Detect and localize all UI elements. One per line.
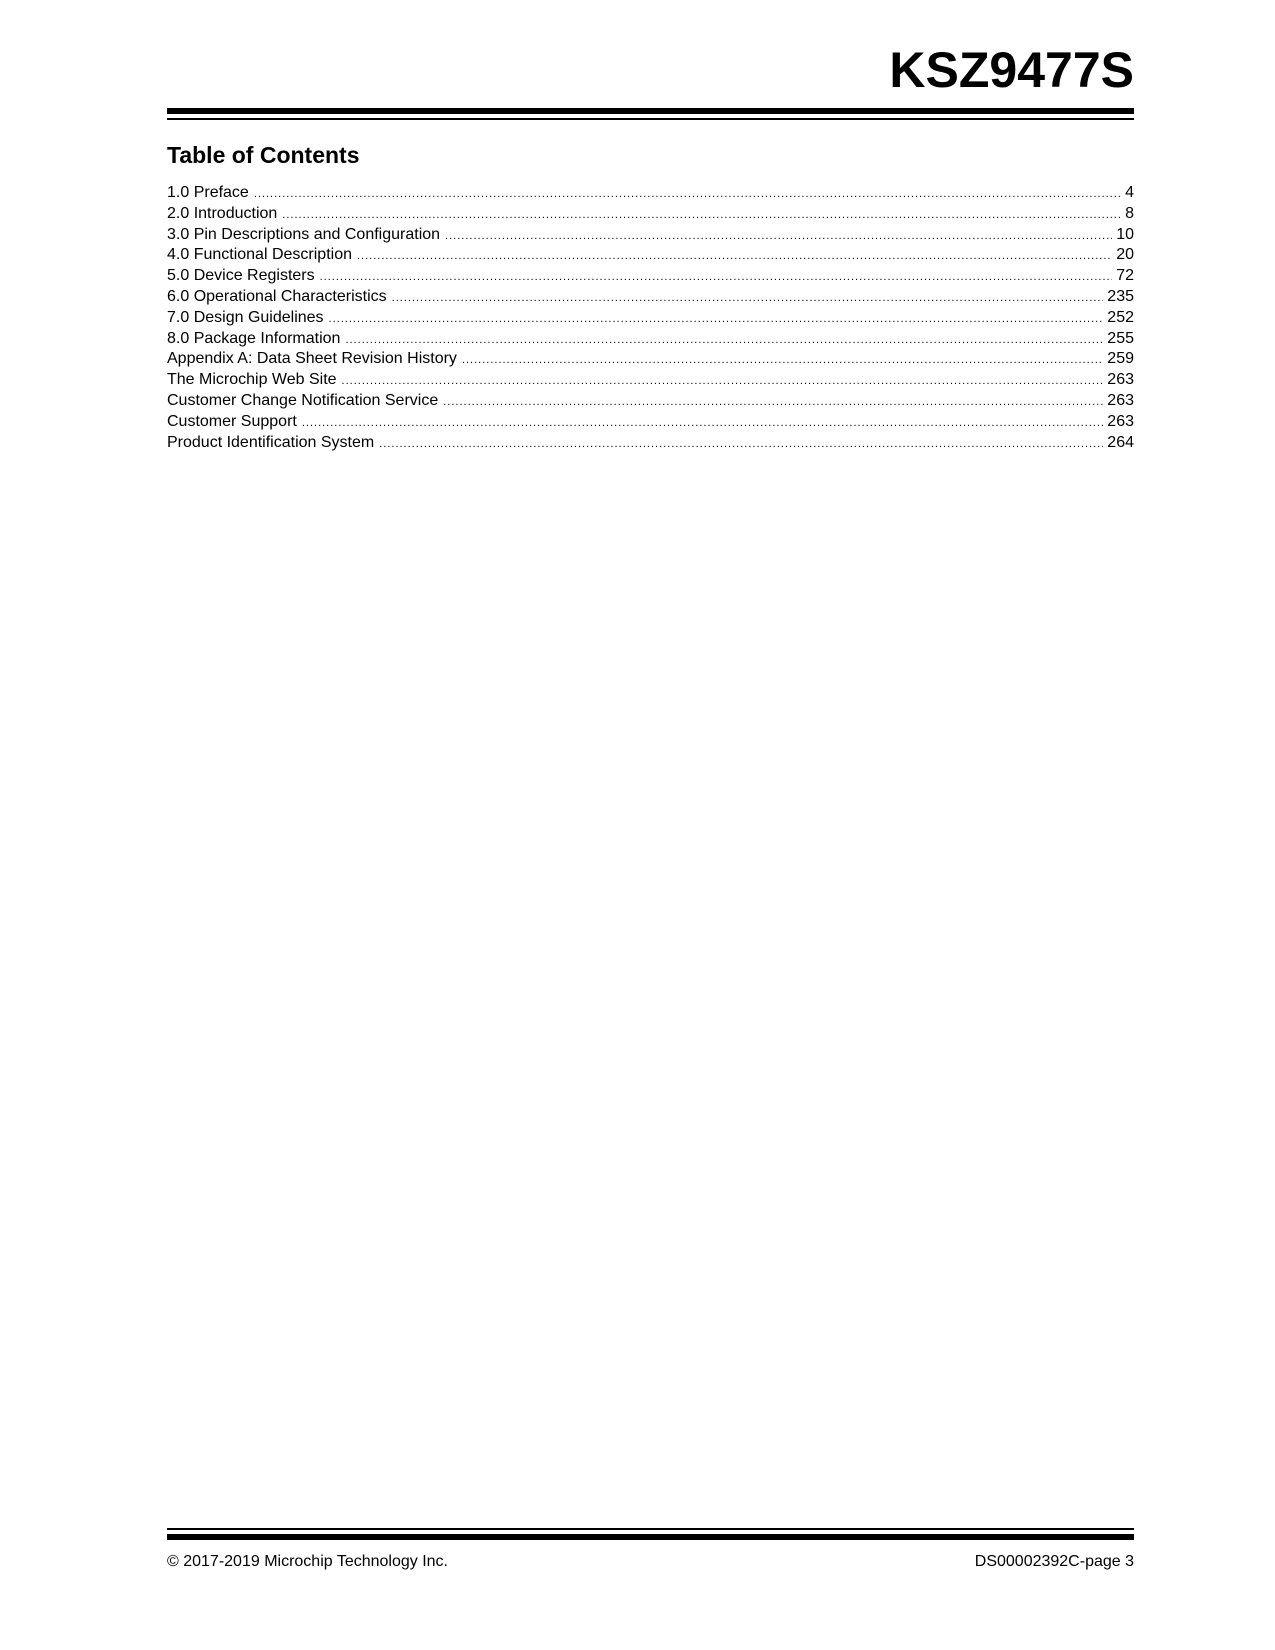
toc-dot-leader bbox=[254, 184, 1121, 204]
toc-entry-page: 72 bbox=[1116, 267, 1134, 285]
footer-rule-thick bbox=[167, 1534, 1134, 1540]
toc-entry-page: 20 bbox=[1116, 246, 1134, 264]
toc-dot-leader bbox=[392, 288, 1104, 308]
toc-entry-page: 263 bbox=[1107, 391, 1134, 409]
footer-copyright: © 2017-2019 Microchip Technology Inc. bbox=[167, 1553, 448, 1570]
toc-entry-label: Customer Change Notification Service bbox=[167, 391, 439, 409]
toc-dot-leader bbox=[342, 371, 1104, 391]
toc-entry[interactable] bbox=[167, 266, 1134, 287]
toc-entry-label: 5.0 Device Registers bbox=[167, 267, 315, 285]
toc-entry-page: 263 bbox=[1107, 412, 1134, 430]
toc-entry-page: 255 bbox=[1107, 329, 1134, 347]
toc-dot-leader bbox=[302, 413, 1103, 433]
toc-entry-page: 235 bbox=[1107, 287, 1134, 305]
toc-dot-leader bbox=[357, 246, 1112, 266]
toc-dot-leader bbox=[282, 205, 1121, 225]
toc-entry-label: 4.0 Functional Description bbox=[167, 246, 352, 264]
header-rule-thick bbox=[167, 108, 1134, 114]
document-part-number: KSZ9477S bbox=[889, 42, 1134, 98]
toc-entry[interactable] bbox=[167, 433, 1134, 454]
toc-entry-page: 263 bbox=[1107, 371, 1134, 389]
toc-entry-label: 1.0 Preface bbox=[167, 184, 249, 201]
toc-entry-page: 4 bbox=[1125, 184, 1134, 201]
toc-dot-leader bbox=[379, 434, 1103, 454]
toc-entry-label: Product Identification System bbox=[167, 433, 375, 451]
toc-dot-leader bbox=[462, 350, 1103, 370]
toc-dot-leader bbox=[345, 330, 1103, 350]
toc-entry[interactable] bbox=[167, 391, 1134, 412]
toc-entry-page: 8 bbox=[1125, 204, 1134, 222]
toc-entry-label: 3.0 Pin Descriptions and Configuration bbox=[167, 225, 441, 243]
toc-dot-leader bbox=[320, 267, 1113, 287]
toc-entry-page: 10 bbox=[1116, 225, 1134, 243]
toc-entry[interactable] bbox=[167, 370, 1134, 391]
toc-entry-label: Appendix A: Data Sheet Revision History bbox=[167, 350, 457, 368]
toc-entry-page: 259 bbox=[1107, 350, 1134, 368]
toc-entry[interactable] bbox=[167, 308, 1134, 329]
toc-dot-leader bbox=[443, 392, 1103, 412]
footer-rule-thin bbox=[167, 1528, 1134, 1530]
toc-entry-label: 8.0 Package Information bbox=[167, 329, 341, 347]
toc-dot-leader bbox=[329, 309, 1104, 329]
toc-entry[interactable] bbox=[167, 245, 1134, 266]
toc-entry[interactable] bbox=[167, 183, 1134, 204]
toc-entry[interactable] bbox=[167, 412, 1134, 433]
toc-dot-leader bbox=[445, 226, 1112, 246]
toc-entry[interactable] bbox=[167, 329, 1134, 350]
toc-list bbox=[167, 183, 1134, 453]
toc-entry-page: 252 bbox=[1107, 308, 1134, 326]
toc-entry[interactable] bbox=[167, 287, 1134, 308]
toc-entry[interactable] bbox=[167, 349, 1134, 370]
toc-entry-label: The Microchip Web Site bbox=[167, 371, 337, 389]
footer-page-number: DS00002392C-page 3 bbox=[974, 1553, 1134, 1570]
toc-heading: Table of Contents bbox=[167, 142, 360, 168]
toc-entry-label: 2.0 Introduction bbox=[167, 204, 278, 222]
toc-entry-label: 7.0 Design Guidelines bbox=[167, 308, 324, 326]
toc-entry[interactable] bbox=[167, 225, 1134, 246]
toc-entry-label: 6.0 Operational Characteristics bbox=[167, 287, 387, 305]
toc-entry-label: Customer Support bbox=[167, 412, 297, 430]
header-rule-thin bbox=[167, 118, 1134, 120]
toc-entry-page: 264 bbox=[1107, 433, 1134, 451]
toc-entry[interactable] bbox=[167, 204, 1134, 225]
